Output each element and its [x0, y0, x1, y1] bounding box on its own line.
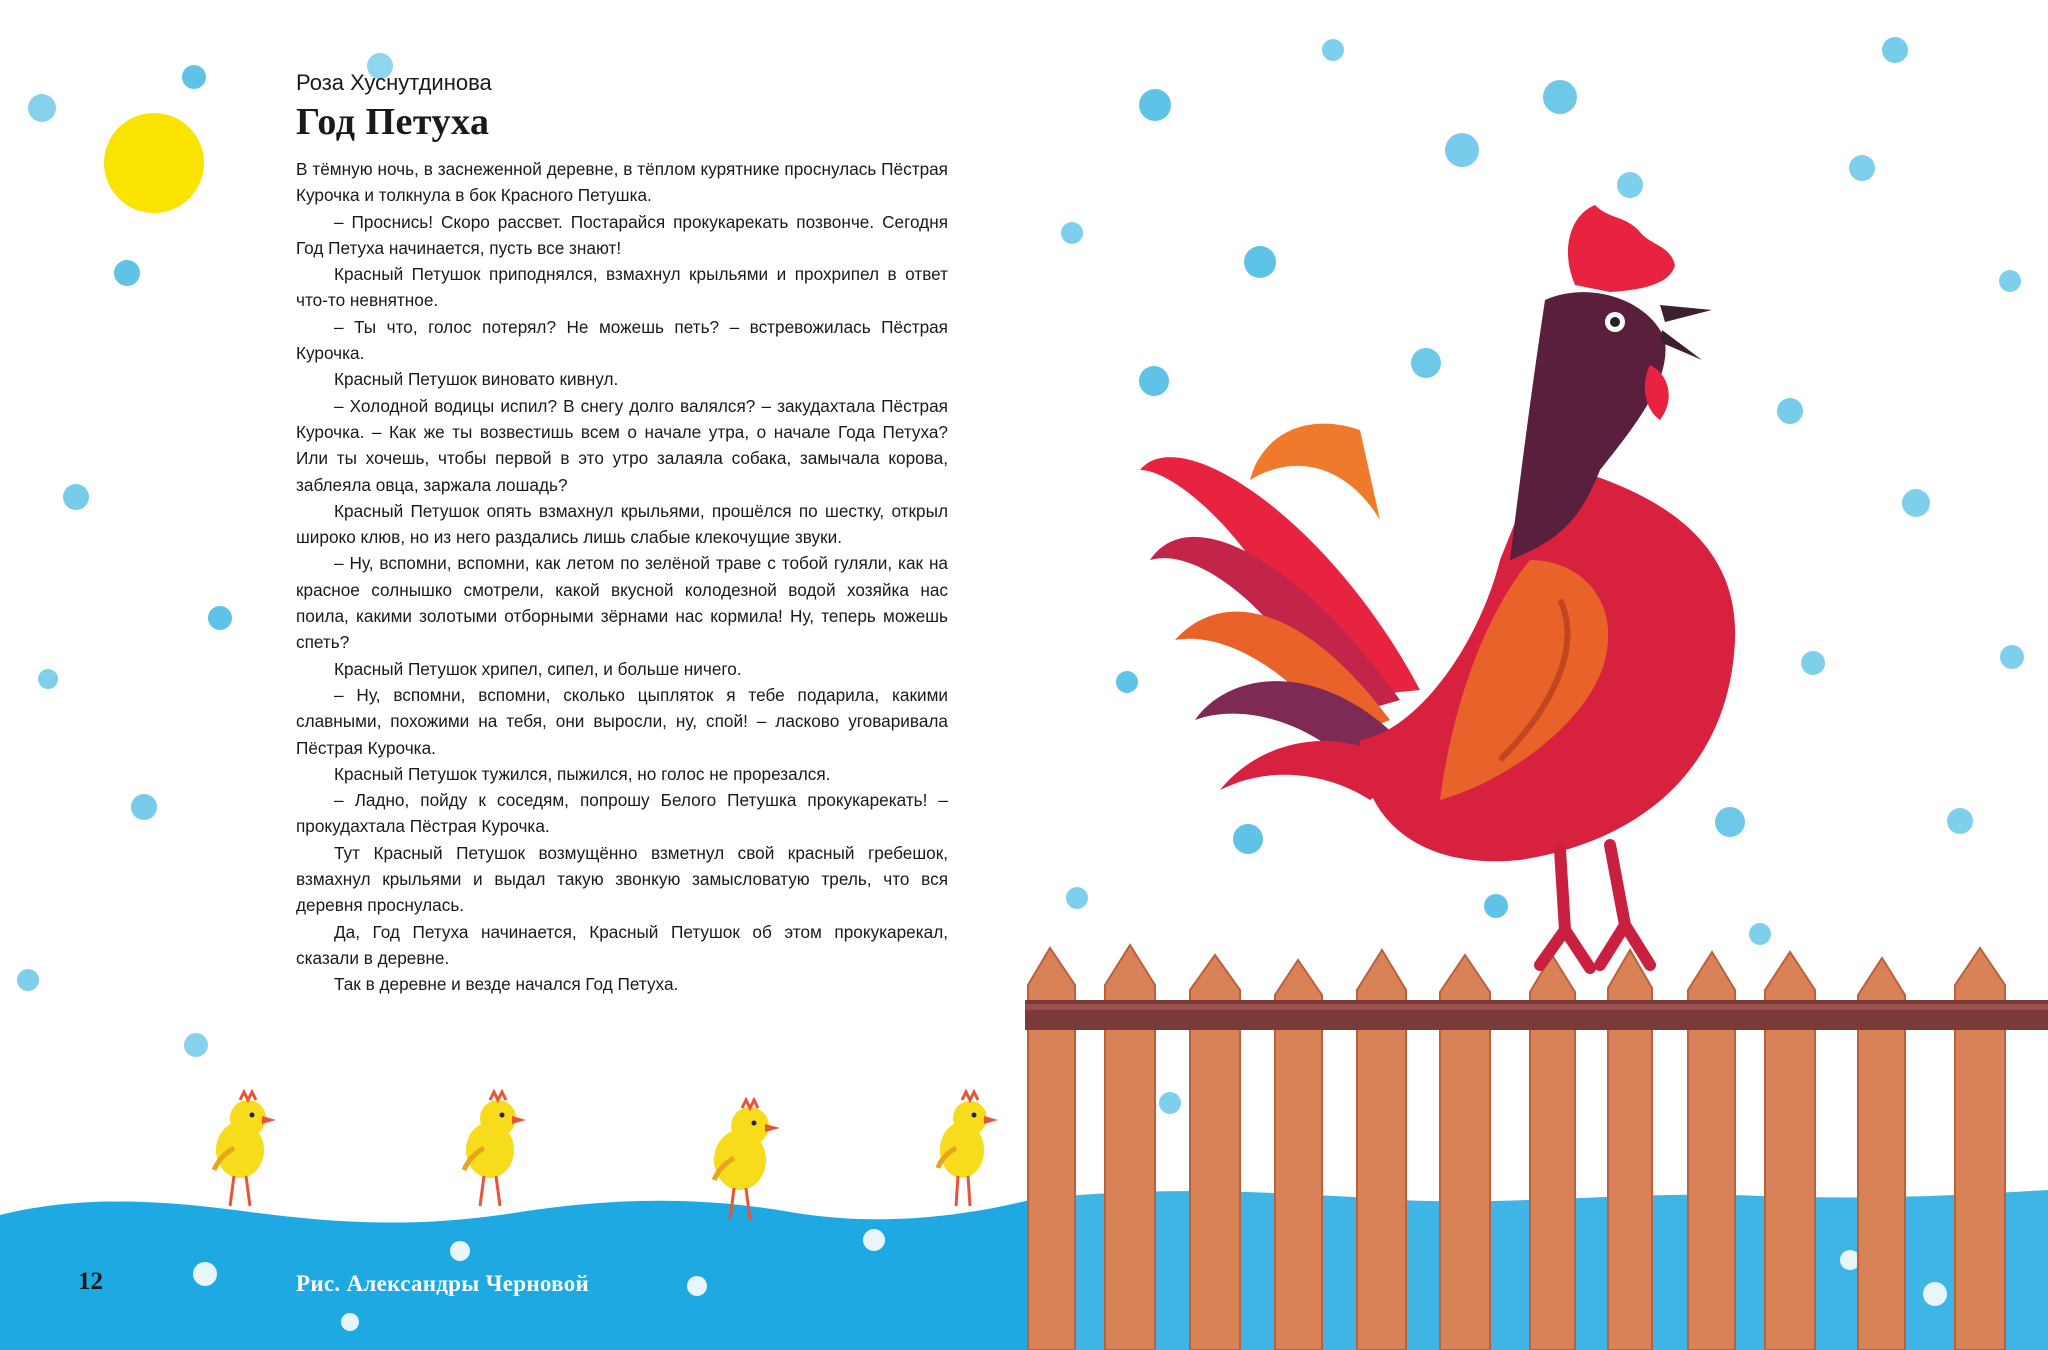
page-number: 12	[78, 1268, 103, 1295]
story-body	[296, 156, 948, 998]
story-paragraph: Так в деревне и везде начался Год Петуха.	[334, 974, 679, 995]
chick-illustration	[938, 1092, 998, 1206]
story-title: Год Петуха	[296, 101, 490, 143]
story-paragraph: – Ну, вспомни, вспомни, сколько цыпляток я тебе подарила, какими славными, похожими на тебя, они выросли, ну, спой! – ласково уговаривала Пёстрая Курочка.	[296, 684, 948, 758]
story-paragraph: Красный Петушок тужился, пыжился, но голос не прорезался.	[334, 763, 831, 784]
story-paragraph: Красный Петушок виновато кивнул.	[334, 369, 619, 390]
story-paragraph: Красный Петушок опять взмахнул крыльями, прошёлся по шестку, открыл широко клюв, но из него раздались лишь слабые клекочущие звуки.	[296, 500, 948, 548]
chick-illustration	[714, 1100, 780, 1220]
sun-illustration	[104, 113, 204, 213]
story-paragraph: – Ну, вспомни, вспомни, как летом по зелёной траве с тобой гуляли, как на красное солнышко смотрели, какой вкусной колодезной водой хозяйка нас поила, какими золотыми отборными зёрнами нас кормила! Ну, теперь можешь спеть?	[296, 553, 948, 653]
story-paragraph: В тёмную ночь, в заснеженной деревне, в тёплом курятнике проснулась Пёстрая Курочка и толкнула в бок Красного Петушка.	[296, 159, 948, 206]
story-paragraph: Красный Петушок хрипел, сипел, и больше ничего.	[334, 658, 742, 679]
rooster-illustration	[1140, 205, 1735, 968]
story-paragraph: Да, Год Петуха начинается, Красный Петушок об этом прокукарекал, сказали в деревне.	[296, 921, 948, 968]
story-paragraph: Красный Петушок приподнялся, взмахнул крыльями и прохрипел в ответ что-то невнятное.	[296, 264, 948, 311]
author-name: Роза Хуснутдинова	[296, 70, 492, 95]
story-paragraph: – Холодной водицы испил? В снегу долго валялся? – закудахтала Пёстрая Курочка. – Как же ты возвестишь всем о начале утра, о начале Года Петуха? Или ты хочешь, чтобы первой в это утро залаяла собака, замычала корова, заблеяла овца, заржала лошадь?	[296, 395, 948, 495]
story-paragraph: – Ты что, голос потерял? Не можешь петь? – встревожилась Пёстрая Курочка.	[296, 316, 948, 364]
story-paragraph: – Ладно, пойду к соседям, попрошу Белого Петушка прокукарекать! – прокудахтала Пёстрая Курочка.	[296, 790, 948, 837]
story-text-block	[296, 70, 948, 998]
story-paragraph: Тут Красный Петушок возмущённо взметнул свой красный гребешок, взмахнул крыльями и выдал такую звонкую замысловатую трель, что вся деревня проснулась.	[296, 842, 948, 916]
illustrator-credit: Рис. Александры Черновой	[296, 1271, 590, 1296]
chick-illustration	[464, 1092, 526, 1206]
chick-illustration	[214, 1092, 276, 1206]
story-paragraph: – Проснись! Скоро рассвет. Постарайся прокукарекать позвонче. Сегодня Год Петуха начинается, пусть все знают!	[296, 211, 948, 258]
